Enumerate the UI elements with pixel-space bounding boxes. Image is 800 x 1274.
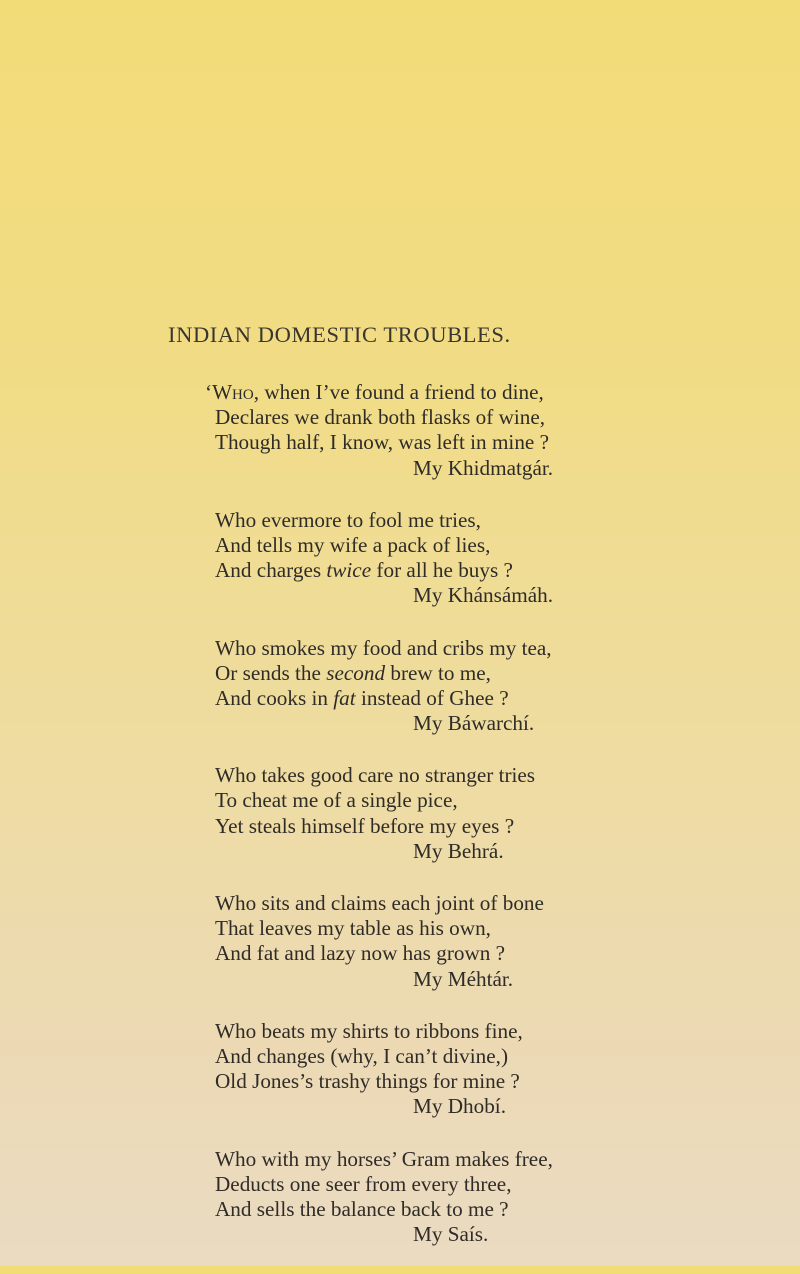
poem-line: Who evermore to fool me tries, [215,507,481,532]
poem-line [205,380,635,405]
line-text: Or sends the [215,660,327,685]
poem-line: Old Jones’s trashy things for mine ? [215,1069,520,1094]
poem-line: Who smokes my food and cribs my tea, [215,635,552,660]
page-title: INDIAN DOMESTIC TROUBLES. [168,322,511,347]
line-text: brew to me, [385,660,491,685]
line-text: And cooks in [215,685,334,710]
poem-line [215,686,635,711]
poem-line: Yet steals himself before my eyes ? [215,813,515,838]
line-text: instead of Ghee ? [355,685,509,710]
poem-line: Deducts one seer from every three, [215,1171,512,1196]
stanza-7 [215,1147,635,1248]
poem-line: Though half, I know, was left in mine ? [215,430,550,455]
poem-line: And changes (why, I can’t divine,) [215,1043,509,1068]
refrain-line: My Khidmatgár. [413,455,554,480]
stanza-1 [205,380,635,481]
poem-line: To cheat me of a single pice, [215,788,458,813]
poem-line [215,661,635,686]
poem-line: Who sits and claims each joint of bone [215,891,544,915]
refrain-line: My Méhtár. [413,966,514,991]
poem [205,380,635,1274]
opening-quote: ‘ [205,380,213,404]
refrain-line: My Báwarchí. [413,711,535,736]
line-text: for all he buys ? [371,558,513,583]
stanza-3 [215,636,635,737]
poem-line [215,558,635,583]
italic-word: fat [333,685,356,710]
refrain-line: My Behrá. [413,838,504,863]
refrain-line: My Dhobí. [413,1094,506,1119]
poem-line: Who beats my shirts to ribbons fine, [215,1018,523,1043]
stanza-2 [215,508,635,609]
poem-line: That leaves my table as his own, [215,916,491,941]
line-text: And charges [215,558,327,583]
refrain-line: My Saís. [413,1222,489,1247]
poem-line: And fat and lazy now has grown ? [215,941,506,966]
italic-word: twice [326,558,372,583]
stanza-6 [215,1019,635,1120]
poem-line: And tells my wife a pack of lies, [215,532,491,557]
poem-line: Who with my horses’ Gram makes free, [215,1146,553,1171]
refrain-line: My Khánsámáh. [413,583,554,608]
poem-line: Who takes good care no stranger tries [215,763,536,788]
stanza-4 [215,763,635,864]
opening-word: Who, [212,380,260,404]
opening-rest: when I’ve found a friend to dine, [259,380,544,404]
poem-line: Declares we drank both flasks of wine, [215,405,546,430]
poem-line: And sells the balance back to me ? [215,1196,509,1221]
stanza-5 [215,891,635,992]
italic-word: second [326,660,386,685]
